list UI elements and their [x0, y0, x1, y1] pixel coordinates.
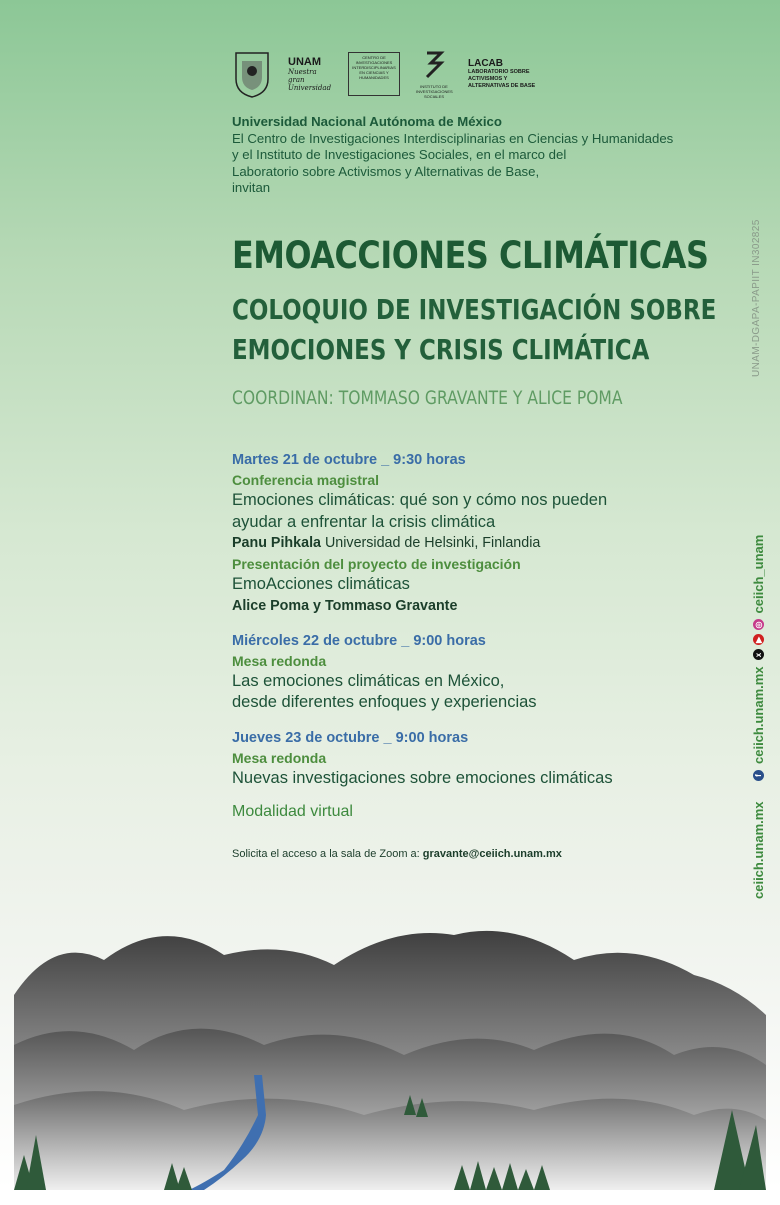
day1-date: Martes 21 de octubre _ 9:30 horas [232, 452, 466, 468]
event-subtitle [232, 290, 716, 370]
intro-line-2: El Centro de Investigaciones Interdisciplinarias en Ciencias y Humanidades [232, 130, 674, 146]
access-text: Solicita el acceso a la sala de Zoom a: [232, 848, 423, 860]
lacab-logo [468, 58, 548, 90]
unam-shield-icon [232, 49, 272, 99]
x-icon[interactable]: x [753, 649, 764, 660]
social-handle-facebook[interactable]: ceiich.unam.mx [751, 666, 766, 764]
facebook-icon[interactable]: f [753, 770, 764, 781]
social-links [751, 535, 766, 783]
unam-logo-title: UNAM [288, 56, 321, 68]
event-title: EMOACCIONES CLIMÁTICAS [232, 234, 709, 277]
speaker-1-name: Panu Pihkala [232, 535, 321, 551]
day3-talk: Nuevas investigaciones sobre emociones climáticas [232, 768, 613, 787]
unam-logo [288, 56, 332, 92]
intro-line-1: Universidad Nacional Autónoma de México [232, 114, 502, 129]
mountain-landscape-illustration [14, 915, 766, 1190]
day1-talk-1-line-2: ayudar a enfrentar la crisis climática [232, 512, 496, 531]
intro-line-4: Laboratorio sobre Activismos y Alternativas de Base, [232, 163, 540, 179]
intro-line-5: invitan [232, 180, 271, 195]
day1-speaker-2 [232, 596, 712, 617]
speaker-2-names: Alice Poma y Tommaso Gravante [232, 597, 458, 614]
day1-talk-1-line-1: Emociones climáticas: qué son y cómo nos pueden [232, 491, 608, 509]
iis-logo [416, 49, 452, 99]
day3-session-type: Mesa redonda [232, 749, 327, 766]
intro-block [232, 114, 722, 197]
access-email-link[interactable]: gravante@ceiich.unam.mx [422, 848, 562, 860]
day1-talk-2: EmoAcciones climáticas [232, 575, 410, 593]
day2-talk-line-2: desde diferentes enfoques y experiencias [232, 693, 537, 711]
day2-session-type: Mesa redonda [232, 652, 327, 669]
ceiich-logo [348, 52, 400, 96]
instagram-icon[interactable]: ◎ [753, 619, 764, 630]
website-link[interactable]: ceiich.unam.mx [751, 801, 766, 899]
logo-bar [232, 46, 564, 102]
day1-speaker-1 [232, 533, 712, 554]
day2-date: Miércoles 22 de octubre _ 9:00 horas [232, 632, 486, 649]
iis-icon [419, 49, 449, 79]
youtube-icon[interactable]: ▶ [753, 634, 764, 645]
social-handle-instagram[interactable]: ceiich_unam [751, 534, 766, 614]
unam-logo-motto: Nuestra gran Universidad [288, 68, 332, 92]
day3-date: Jueves 23 de octubre _ 9:00 horas [232, 729, 469, 746]
intro-line-3: y el Instituto de Investigaciones Sociales, en el marco del [232, 147, 567, 162]
day2-talk-line-1: Las emociones climáticas en México, [232, 671, 505, 690]
lacab-logo-subtitle: LABORATORIO SOBRE ACTIVISMOS Y ALTERNATIVAS DE BASE [468, 69, 536, 89]
ceiich-logo-text: CENTRO DE INVESTIGACIONES INTERDISCIPLINARIAS EN CIENCIAS Y HUMANIDADES [352, 55, 396, 80]
iis-logo-text: INSTITUTO DE INVESTIGACIONES SOCIALES [416, 84, 453, 99]
lacab-logo-title: LACAB [468, 58, 503, 69]
day1-session-type-2: Presentación del proyecto de investigación [232, 556, 521, 572]
project-code: UNAM-DGAPA-PAPIIT IN302825 [751, 219, 762, 377]
day1-session-type-1: Conferencia magistral [232, 472, 380, 488]
coordinators: COORDINAN: TOMMASO GRAVANTE Y ALICE POMA [232, 388, 623, 409]
subtitle-line-2: EMOCIONES Y CRISIS CLIMÁTICA [232, 333, 650, 366]
subtitle-line-1: COLOQUIO DE INVESTIGACIÓN SOBRE [232, 293, 717, 326]
speaker-1-affiliation: Universidad de Helsinki, Finlandia [321, 535, 541, 551]
modality: Modalidad virtual [232, 803, 353, 820]
program [232, 450, 712, 861]
zoom-access-note [232, 847, 712, 861]
